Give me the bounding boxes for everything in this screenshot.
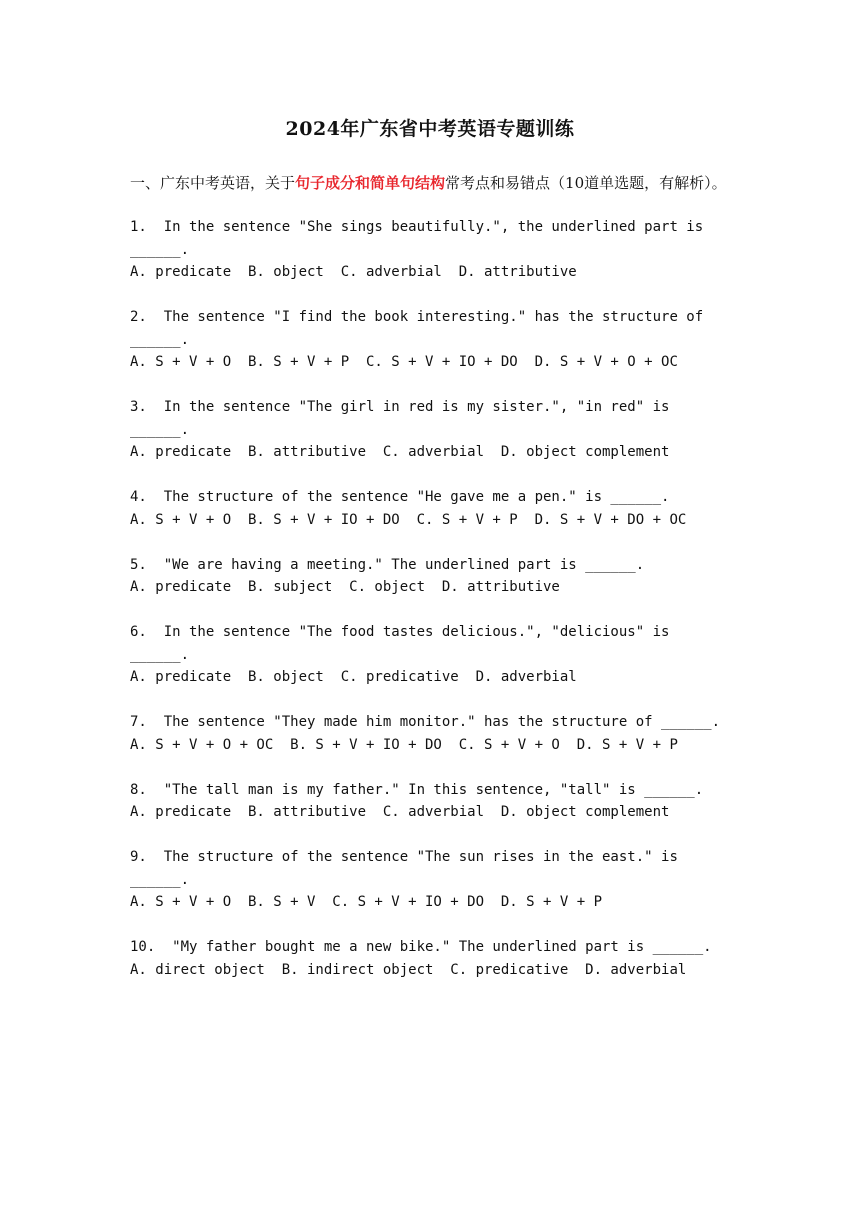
question-options: A. S + V + O + OC B. S + V + IO + DO C. S + V + O D. S + V + P bbox=[130, 736, 678, 753]
question-stem: 10. "My father bought me a new bike." The underlined part is ______. bbox=[130, 939, 712, 955]
question-item bbox=[130, 554, 730, 599]
question-options: A. direct object B. indirect object C. predicative D. adverbial bbox=[130, 961, 687, 978]
question-stem: 1. In the sentence "She sings beautifully.", the underlined part is ______. bbox=[130, 219, 712, 258]
question-options: A. predicate B. object C. adverbial D. attributive bbox=[130, 264, 577, 280]
question-options: A. predicate B. subject C. object D. attributive bbox=[130, 579, 560, 595]
question-stem: 7. The sentence "They made him monitor." has the structure of ______. bbox=[130, 714, 721, 730]
question-item bbox=[130, 846, 730, 914]
question-item bbox=[130, 711, 730, 756]
question-item bbox=[130, 486, 730, 531]
question-options: A. predicate B. attributive C. adverbial D. object complement bbox=[130, 444, 670, 460]
question-options: A. S + V + O B. S + V C. S + V + IO + DO D. S + V + P bbox=[130, 894, 603, 910]
question-item bbox=[130, 396, 730, 464]
question-item bbox=[130, 779, 730, 824]
question-options: A. S + V + O B. S + V + P C. S + V + IO + DO D. S + V + O + OC bbox=[130, 354, 678, 370]
question-item bbox=[130, 306, 730, 374]
intro-text: 一、广东中考英语，关于 bbox=[130, 174, 296, 192]
question-options: A. S + V + O B. S + V + IO + DO C. S + V + P D. S + V + DO + OC bbox=[130, 511, 687, 528]
question-stem: 5. "We are having a meeting." The underlined part is ______. bbox=[130, 556, 645, 573]
question-options: A. predicate B. attributive C. adverbial D. object complement bbox=[130, 804, 670, 820]
question-stem: 8. "The tall man is my father." In this sentence, "tall" is ______. bbox=[130, 781, 704, 798]
question-stem: 4. The structure of the sentence "He gave me a pen." is ______. bbox=[130, 489, 670, 505]
question-stem: 2. The sentence "I find the book interesting." has the structure of ______. bbox=[130, 309, 712, 348]
page-title: 2024年广东省中考英语专题训练 bbox=[285, 118, 575, 140]
intro-highlight: 句子成分和简单句结构 bbox=[295, 174, 446, 192]
question-item bbox=[130, 216, 730, 284]
question-options: A. predicate B. object C. predicative D. adverbial bbox=[130, 669, 577, 685]
question-stem: 6. In the sentence "The food tastes delicious.", "delicious" is ______. bbox=[130, 624, 678, 663]
question-stem: 9. The structure of the sentence "The sun rises in the east." is ______. bbox=[130, 849, 687, 888]
question-list bbox=[130, 216, 730, 1004]
question-item bbox=[130, 621, 730, 689]
question-item bbox=[130, 936, 730, 981]
section-intro bbox=[130, 172, 730, 195]
question-stem: 3. In the sentence "The girl in red is my sister.", "in red" is ______. bbox=[130, 399, 678, 438]
intro-text-end: 常考点和易错点（10道单选题，有解析）。 bbox=[445, 174, 727, 192]
